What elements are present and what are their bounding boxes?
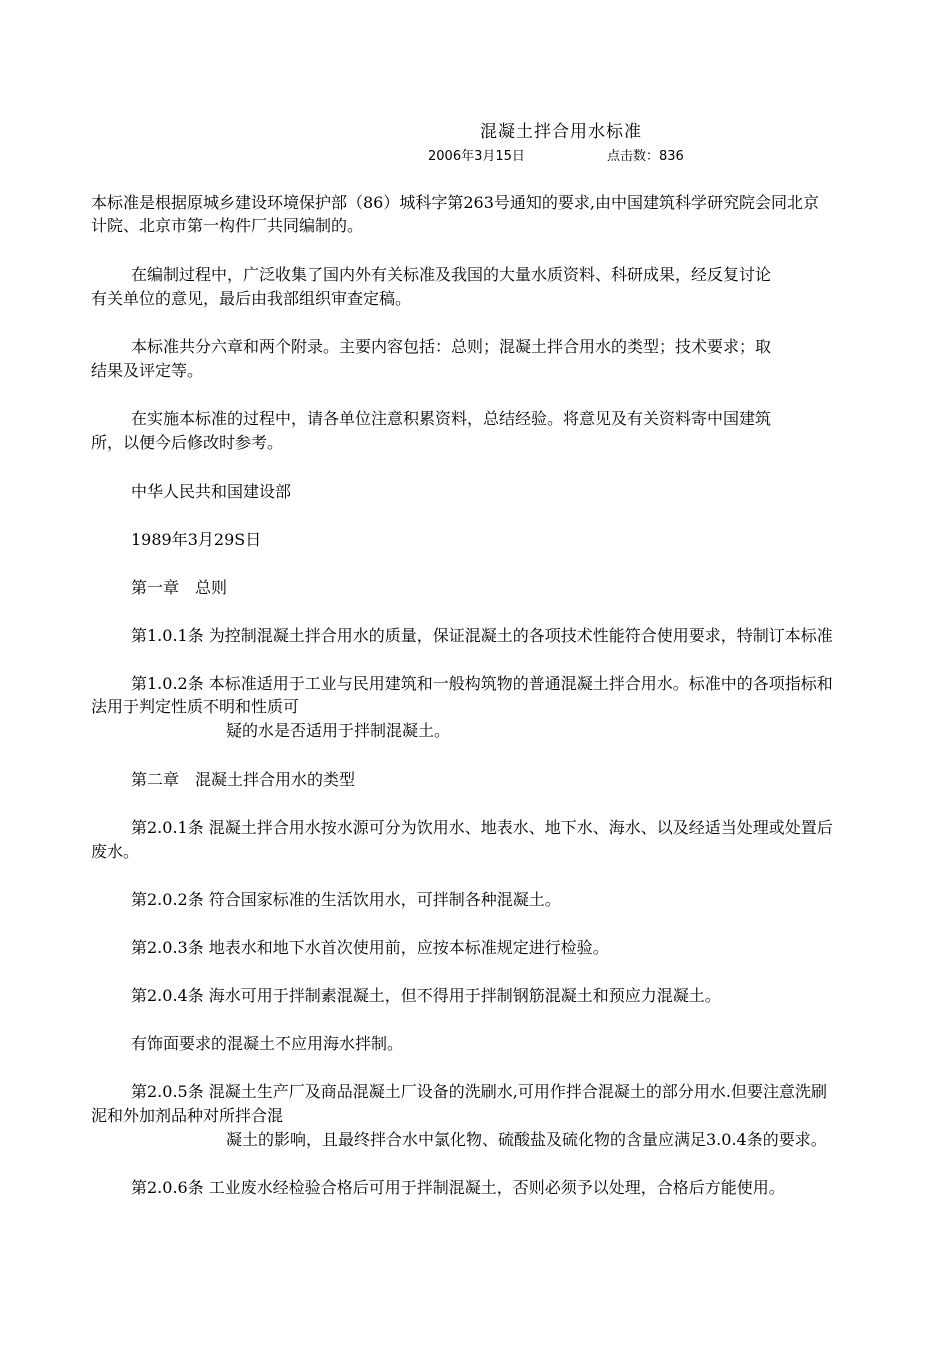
chapter-heading: 第一章 总则 xyxy=(131,578,228,597)
article: 第2.0.2条 符合国家标准的生活饮用水，可拌制各种混凝土。 xyxy=(131,890,561,909)
article: 第2.0.1条 混凝土拌合用水按水源可分为饮用水、地表水、地下水、海水、以及经适当处理或处置后 xyxy=(131,818,833,837)
issue-date: 1989年3月29S日 xyxy=(131,530,262,549)
paragraph-line: 有关单位的意见，最后由我部组织审查定稿。 xyxy=(91,289,412,308)
paragraph-line: 在编制过程中，广泛收集了国内外有关标准及我国的大量水质资料、科研成果，经反复讨论 xyxy=(131,265,772,284)
article-line: 废水。 xyxy=(91,842,140,861)
paragraph-line: 计院、北京市第一构件厂共同编制的。 xyxy=(91,216,364,235)
article-line: 凝土的影响，且最终拌合水中氯化物、硫酸盐及硫化物的含量应满足3.0.4条的要求。 xyxy=(226,1130,827,1149)
article: 第1.0.2条 本标准适用于工业与民用建筑和一般构筑物的普通混凝土拌合用水。标准中的各项指标和 xyxy=(131,674,833,693)
hit-count: 点击数：836 xyxy=(607,149,684,164)
paragraph-line: 所，以便今后修改时参考。 xyxy=(91,433,284,452)
issuer: 中华人民共和国建设部 xyxy=(131,482,292,501)
paragraph-line: 本标准共分六章和两个附录。主要内容包括：总则；混凝土拌合用水的类型；技术要求；取 xyxy=(131,337,772,356)
article-note: 有饰面要求的混凝土不应用海水拌制。 xyxy=(131,1034,404,1053)
article-line: 泥和外加剂品种对所拌合混 xyxy=(91,1106,284,1125)
article: 第1.0.1条 为控制混凝土拌合用水的质量，保证混凝土的各项技术性能符合使用要求，特制订本标准 xyxy=(131,626,833,645)
article: 第2.0.3条 地表水和地下水首次使用前，应按本标准规定进行检验。 xyxy=(131,938,609,957)
paragraph-line: 结果及评定等。 xyxy=(91,361,204,380)
article: 第2.0.4条 海水可用于拌制素混凝土，但不得用于拌制钢筋混凝土和预应力混凝土。 xyxy=(131,986,721,1005)
article: 第2.0.5条 混凝土生产厂及商品混凝土厂设备的洗刷水,可用作拌合混凝土的部分用水.但要注意洗刷 xyxy=(131,1082,827,1101)
paragraph-line: 本标准是根据原城乡建设环境保护部（86）城科字第263号通知的要求,由中国建筑科学研究院会同北京 xyxy=(91,193,819,212)
article-line: 法用于判定性质不明和性质可 xyxy=(91,697,300,716)
publish-date: 2006年3月15日 xyxy=(428,149,525,164)
paragraph-line: 在实施本标准的过程中，请各单位注意积累资料，总结经验。将意见及有关资料寄中国建筑 xyxy=(131,409,772,428)
chapter-heading: 第二章 混凝土拌合用水的类型 xyxy=(131,770,356,789)
article: 第2.0.6条 工业废水经检验合格后可用于拌制混凝土，否则必须予以处理，合格后方能使用。 xyxy=(131,1178,785,1197)
article-line: 疑的水是否适用于拌制混凝土。 xyxy=(226,721,451,740)
page-title: 混凝土拌合用水标准 xyxy=(480,122,642,142)
